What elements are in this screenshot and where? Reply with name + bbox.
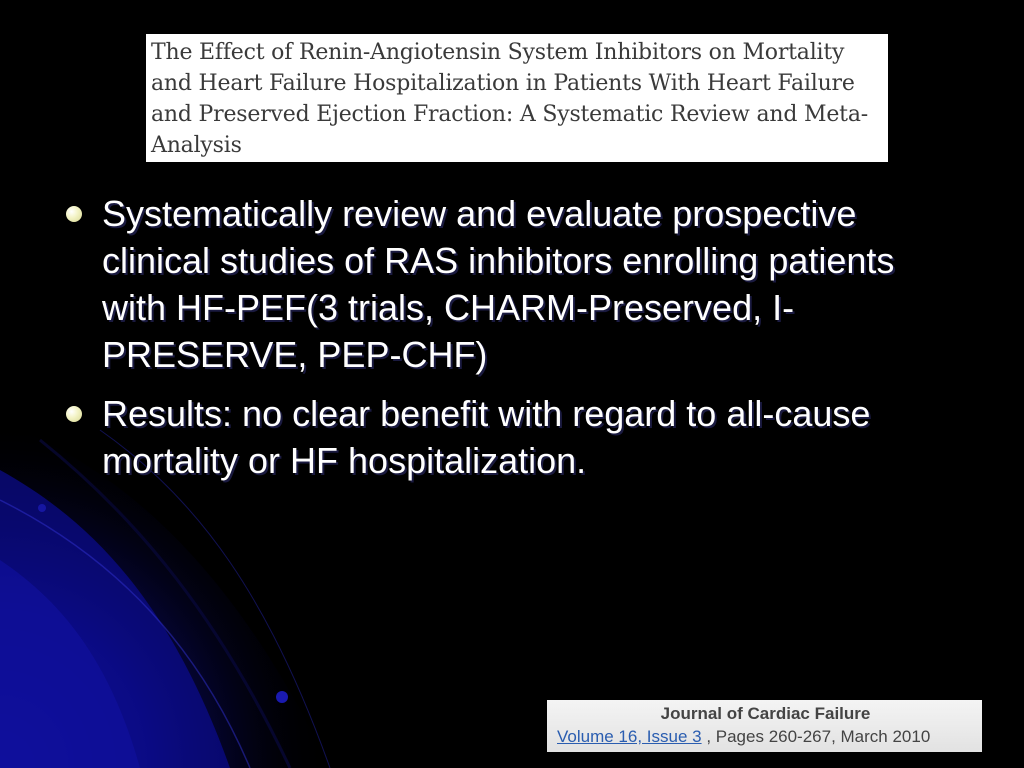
bullet-text-results: Results: no clear benefit with regard to all-cause mortality or HF hospitalization.: [102, 393, 871, 481]
pages-text: , Pages 260-267, March 2010: [701, 727, 931, 746]
article-title-box: [146, 34, 888, 162]
journal-name: Journal of Cardiac Failure: [660, 704, 871, 723]
bullet-text-objective: Systematically review and evaluate prospective clinical studies of RAS inhibitors enrolling patients with HF-PEF(3 trials, CHARM-Preserved, I-PRESERVE, PEP-CHF): [102, 193, 895, 375]
bullet-dot-icon: [66, 406, 82, 422]
bullet-item-results: [60, 390, 960, 484]
citation-box: [547, 700, 982, 752]
article-title: The Effect of Renin-Angiotensin System Inhibitors on Mortality and Heart Failure Hospitalization in Patients With Heart Failure and Preserved Ejection Fraction: A Systematic Review and Meta-Analysis: [151, 40, 868, 158]
bullet-dot-icon: [66, 206, 82, 222]
volume-issue-link[interactable]: Volume 16, Issue 3: [557, 727, 702, 746]
citation-line: [557, 725, 974, 749]
bullet-list: [60, 190, 960, 496]
bullet-item-objective: [60, 190, 960, 378]
